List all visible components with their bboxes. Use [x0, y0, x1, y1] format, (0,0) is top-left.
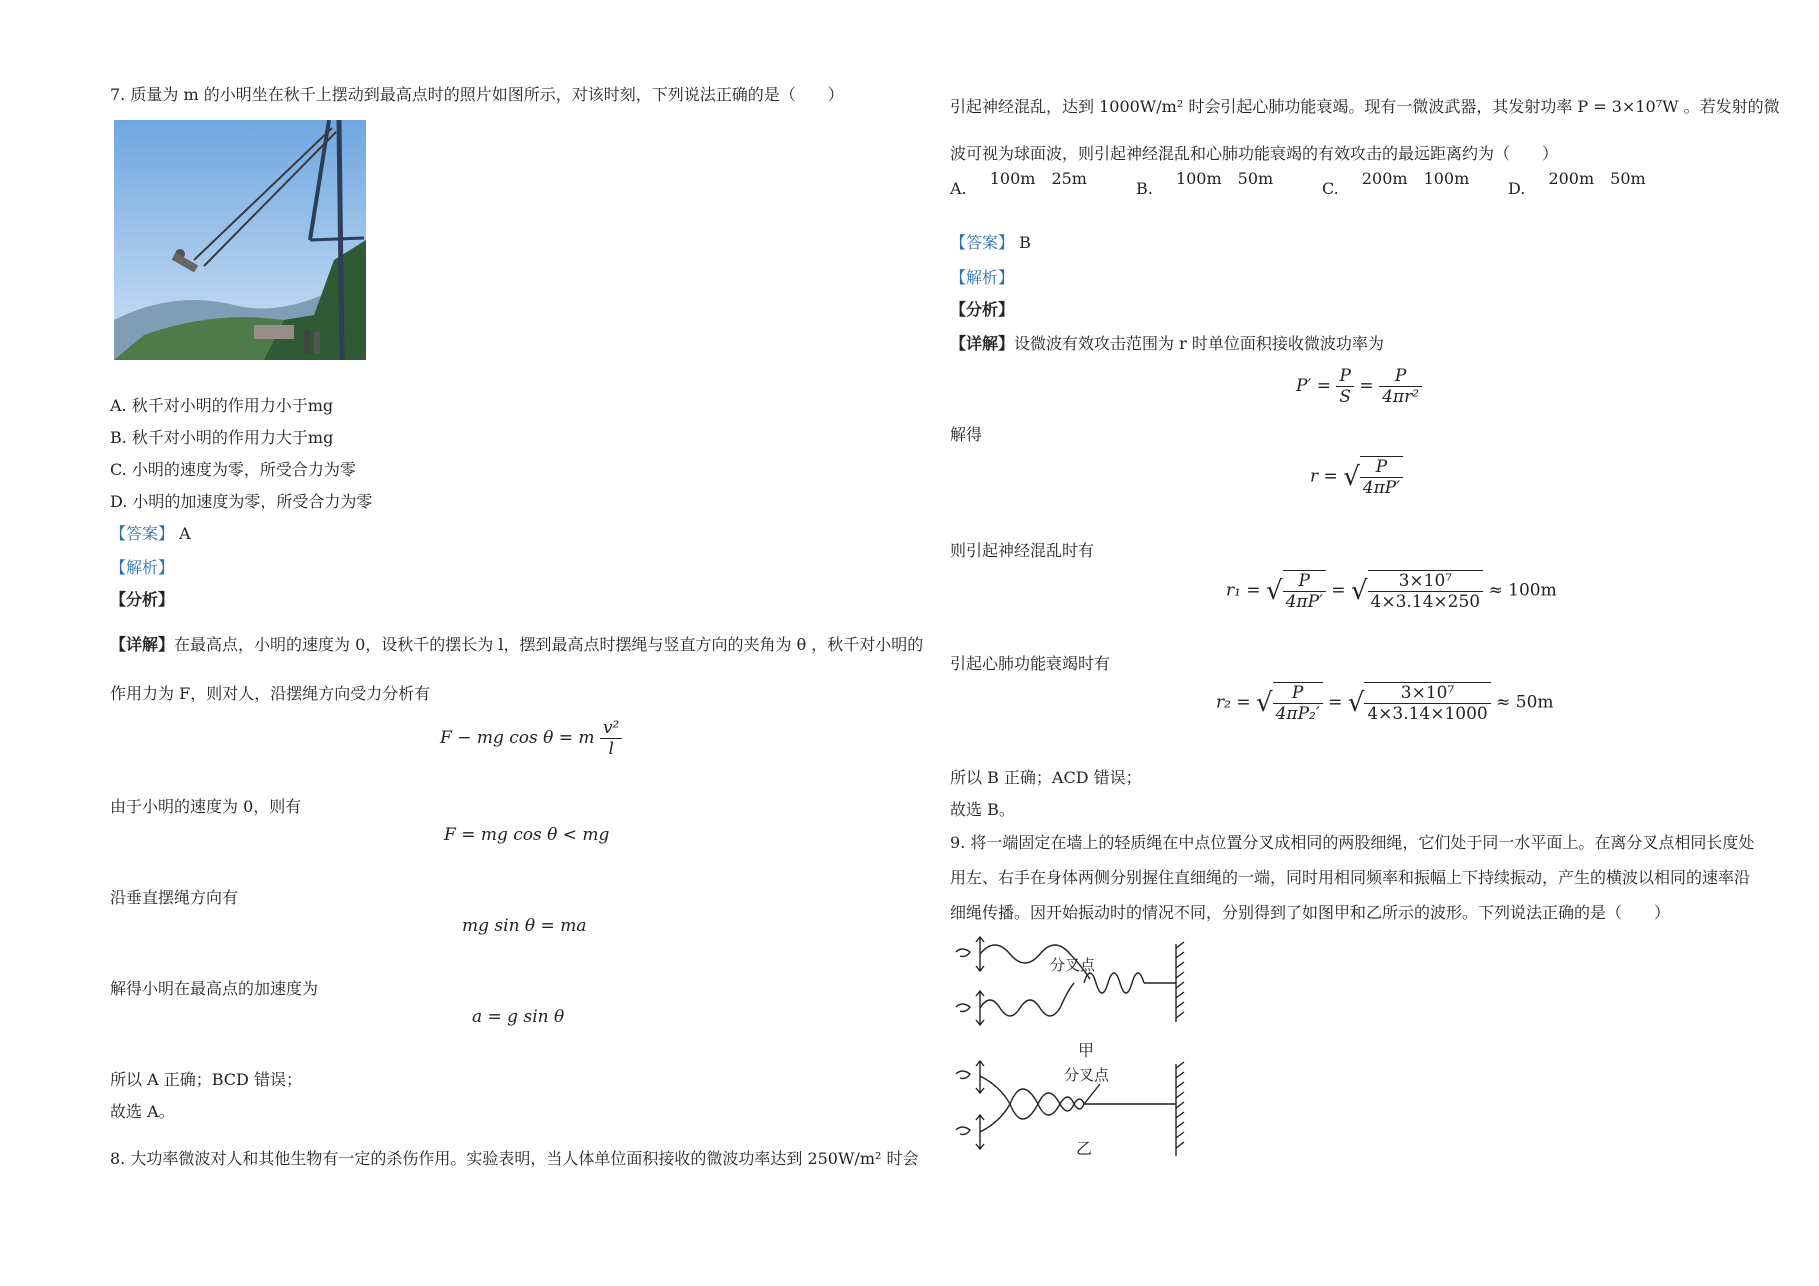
q8-conclusion-2: 故选 B。	[950, 800, 1015, 819]
q8-formula-3: r₁ = √ $\frac{P}{4\pi P'}$ = √ $\frac{\text{3×10⁷}}{4\times 3.14\times 250}$ ≈ 100m	[1226, 571, 1557, 612]
fraction-numerator: P	[1360, 457, 1403, 478]
q8-analysis-tag: 【解析】	[950, 268, 1015, 287]
q7-conclusion-2: 故选 A。	[110, 1102, 175, 1121]
formula-result: ≈ 50m	[1496, 692, 1554, 713]
q8-option-c	[1322, 169, 1470, 200]
wave-figure-jia-drawing	[950, 932, 1190, 1062]
formula-lhs: r₁ =	[1226, 580, 1261, 601]
sqrt-sign: √ $\frac{\text{3×10⁷}}{4\times 3.14\times 250}$	[1351, 570, 1483, 612]
q7-option-b: B. 秋千对小明的作用力大于mg	[110, 428, 334, 447]
q8-start: 8. 大功率微波对人和其他生物有一定的杀伤作用。实验表明，当人体单位面积接收的微波功率达到 250W/m² 时会	[110, 1149, 919, 1168]
fraction-denominator: 4×3.14×250	[1370, 592, 1481, 612]
fraction-numerator: v²	[600, 718, 622, 739]
q7-option-a: A. 秋千对小明的作用力小于mg	[110, 396, 334, 415]
q8-jiede: 解得	[950, 425, 983, 444]
answer-value: B	[1019, 233, 1031, 252]
option-letter: C.	[1322, 179, 1339, 198]
fraction-numerator: P	[1273, 683, 1323, 704]
q8-option-d	[1508, 169, 1646, 200]
sqrt-sign: √ $\frac{P}{\text{4πP₂′}}$	[1256, 682, 1323, 724]
q7-fenxi: 【分析】	[110, 590, 175, 609]
fraction-denominator: 4×3.14×1000	[1367, 704, 1488, 724]
q9-line-3: 细绳传播。因开始振动时的情况不同，分别得到了如图甲和乙所示的波形。下列说法正确的是（ ）	[950, 903, 1671, 922]
q7-conclusion-1: 所以 A 正确；BCD 错误；	[110, 1070, 302, 1089]
swing-photo-image	[114, 120, 366, 360]
fraction-numerator: 3×10⁷	[1368, 571, 1484, 592]
formula-lhs: F − mg cos θ = m	[440, 728, 595, 748]
formula-lhs: r₂ =	[1216, 692, 1251, 713]
q7-line-solve: 解得小明在最高点的加速度为	[110, 979, 319, 998]
formula-fraction	[600, 718, 622, 759]
sqrt-sign: √ $\frac{\text{3×10⁷}}{4\times 3.14\times 1000}$	[1348, 682, 1491, 724]
q7-analysis-tag: 【解析】	[110, 558, 175, 577]
q7-formula-3: mg sin θ = ma	[462, 916, 587, 936]
q9-line-2: 用左、右手在身体两侧分别握住直细绳的一端，同时用相同频率和振幅上下持续振动，产生的横波以相同的速率沿	[950, 868, 1751, 887]
q7-option-c: C. 小明的速度为零，所受合力为零	[110, 460, 356, 479]
detail-tag: 【详解】	[110, 635, 175, 654]
fraction-numerator: P	[1379, 366, 1422, 387]
q8-option-a	[950, 169, 1087, 200]
wave-figure-yi-drawing	[950, 1058, 1190, 1188]
formula-result: ≈ 100m	[1488, 580, 1557, 601]
q8-line-nerve: 则引起神经混乱时有	[950, 541, 1095, 560]
sqrt-sign: √ $\frac{P}{4\pi P'}$	[1343, 456, 1403, 498]
option-text: 100m 25m	[989, 169, 1087, 188]
fraction-numerator: P	[1283, 571, 1326, 592]
answer-value: A	[179, 524, 191, 543]
figure-caption-jia: 甲	[1078, 1041, 1095, 1060]
fraction-denominator: 4πr²	[1382, 387, 1420, 407]
q7-answer	[110, 523, 191, 545]
formula-fraction	[1379, 366, 1422, 407]
option-letter: D.	[1508, 179, 1526, 198]
fraction-denominator: l	[608, 739, 614, 759]
option-text: 200m 100m	[1361, 169, 1470, 188]
q8-formula-4: r₂ = √ $\frac{P}{\text{4πP₂′}}$ = √ $\frac{\text{3×10⁷}}{4\times 3.14\times 1000}$ ≈ 50m	[1216, 683, 1554, 724]
sqrt-sign: √ $\frac{P}{4\pi P'}$	[1266, 570, 1326, 612]
q8-line-heart: 引起心肺功能衰竭时有	[950, 654, 1111, 673]
fraction-denominator: 4πP₂′	[1275, 704, 1320, 724]
fraction-denominator: 4πP′	[1362, 478, 1401, 498]
q7-detail-1	[110, 634, 923, 656]
q7-option-d: D. 小明的加速度为零，所受合力为零	[110, 492, 373, 511]
answer-tag: 【答案】	[110, 524, 175, 543]
q7-formula-2: F = mg cos θ < mg	[444, 825, 610, 845]
q8-detail-1	[950, 333, 1384, 355]
q8-answer	[950, 232, 1031, 254]
q8-option-b	[1136, 169, 1274, 200]
q8-conclusion-1: 所以 B 正确；ACD 错误；	[950, 768, 1142, 787]
swing-photo	[114, 120, 366, 360]
option-text: 200m 50m	[1548, 169, 1646, 188]
fraction-denominator: S	[1339, 387, 1352, 407]
q9-line-1: 9. 将一端固定在墙上的轻质绳在中点位置分叉成相同的两股细绳，它们处于同一水平面上。在离分叉点相同长度处	[950, 833, 1755, 852]
option-letter: B.	[1136, 179, 1153, 198]
fraction-denominator: 4πP′	[1285, 592, 1323, 612]
fraction-numerator: 3×10⁷	[1364, 683, 1490, 704]
formula-lhs: P′ =	[1296, 376, 1331, 396]
q8-cont-2: 波可视为球面波，则引起神经混乱和心肺功能衰竭的有效攻击的最远距离约为（ ）	[950, 144, 1559, 163]
wave-figure-jia	[950, 932, 1190, 1062]
detail-text: 在最高点，小明的速度为 0，设秋千的摆长为 l，摆到最高点时摆绳与竖直方向的夹角为 θ ，秋千对小明的	[174, 635, 924, 654]
q7-formula-4: a = g sin θ	[472, 1007, 565, 1027]
q8-fenxi: 【分析】	[950, 300, 1015, 319]
q7-line-perp: 沿垂直摆绳方向有	[110, 888, 239, 907]
wave-figure-yi	[950, 1058, 1190, 1188]
formula-lhs: r =	[1310, 466, 1338, 487]
q8-cont-1: 引起神经混乱，达到 1000W/m² 时会引起心肺功能衰竭。现有一微波武器，其发射功率 P = 3×10⁷W 。若发射的微	[950, 97, 1780, 116]
q7-title: 7. 质量为 m 的小明坐在秋千上摆动到最高点时的照片如图所示，对该时刻，下列说法正确的是（ ）	[110, 85, 844, 104]
fork-point-label: 分叉点	[1050, 956, 1096, 974]
q7-line-speed: 由于小明的速度为 0，则有	[110, 797, 302, 816]
detail-text: 设微波有效攻击范围为 r 时单位面积接收微波功率为	[1014, 334, 1384, 353]
option-letter: A.	[950, 179, 967, 198]
q8-formula-1: P′ = $\frac{P}{S}$ = $\frac{P}{\text{4πr²}}$	[1296, 366, 1422, 407]
fraction-numerator: P	[1336, 366, 1354, 387]
answer-tag: 【答案】	[950, 233, 1015, 252]
q7-detail-2: 作用力为 F，则对人，沿摆绳方向受力分析有	[110, 684, 431, 703]
option-text: 100m 50m	[1175, 169, 1274, 188]
formula-fraction	[1336, 366, 1354, 407]
figure-caption-yi: 乙	[1076, 1139, 1093, 1158]
detail-tag: 【详解】	[950, 334, 1015, 353]
q8-formula-2	[1310, 456, 1403, 498]
fork-point-label: 分叉点	[1064, 1066, 1110, 1084]
q7-formula-1	[440, 718, 622, 759]
